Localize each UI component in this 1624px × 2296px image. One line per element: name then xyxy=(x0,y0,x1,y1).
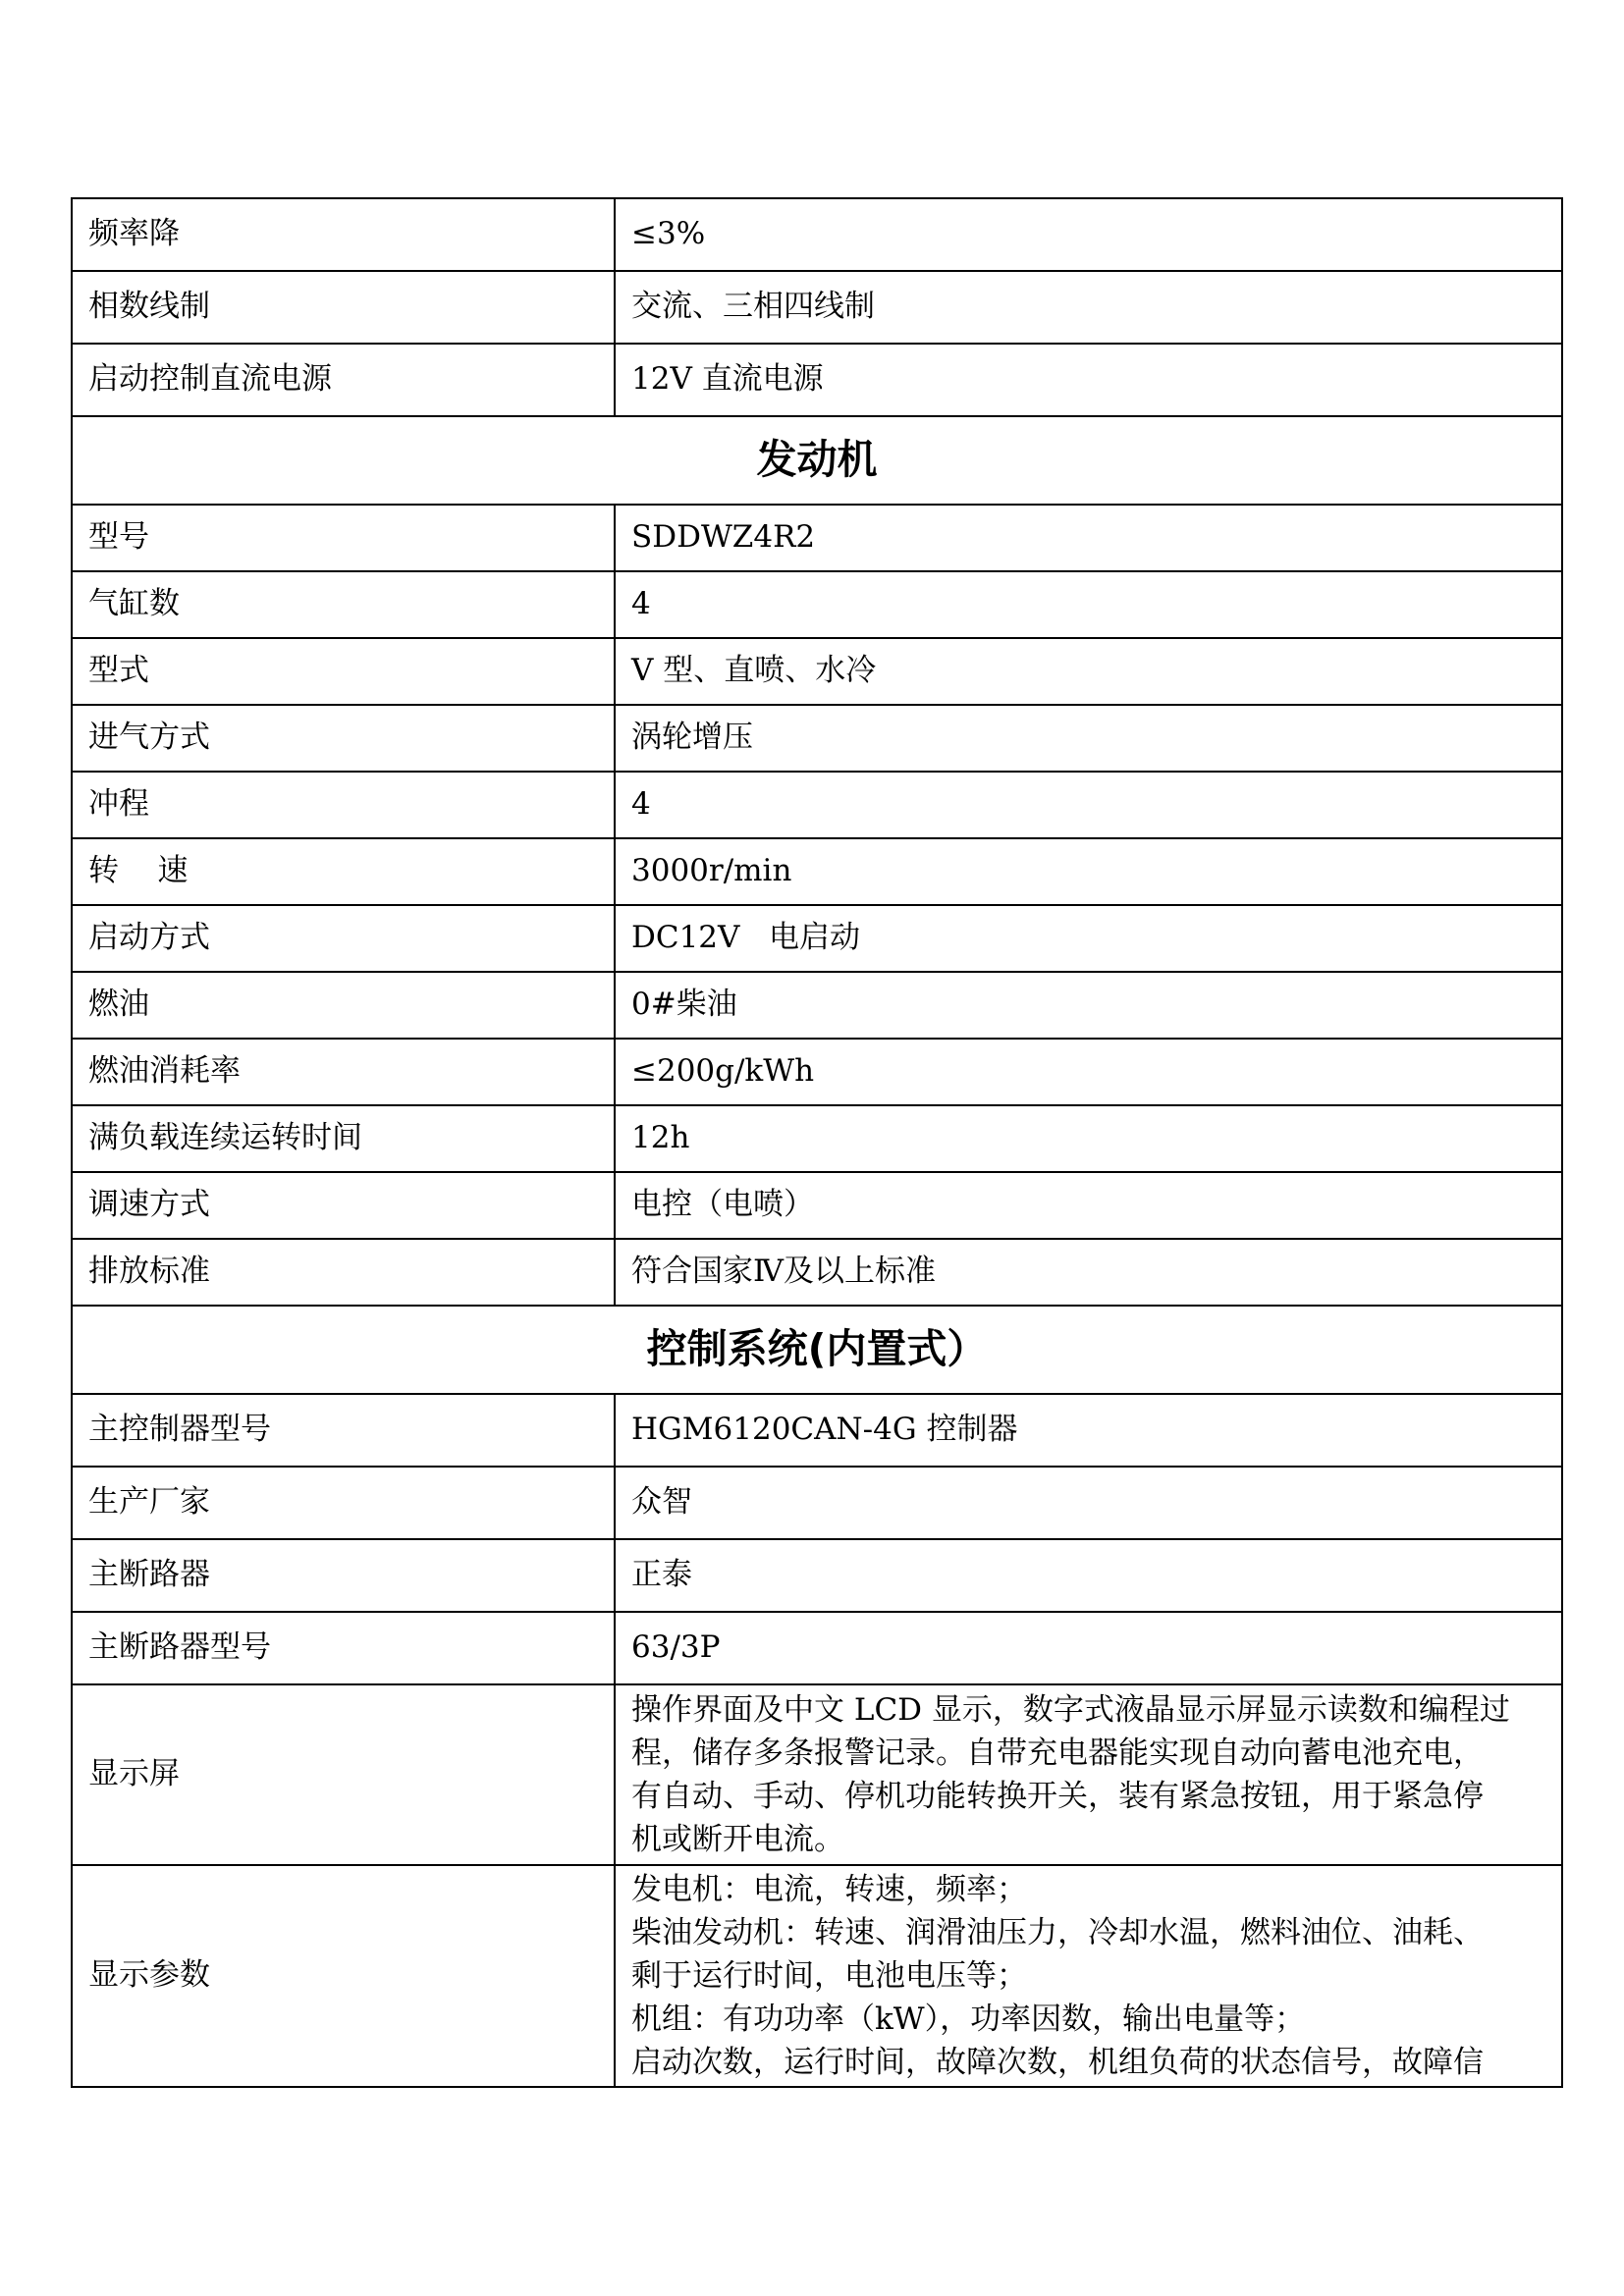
spec-row xyxy=(72,905,1562,972)
spec-row xyxy=(72,1172,1562,1239)
spec-label: 显示参数 xyxy=(72,1865,615,2087)
spec-value: 众智 xyxy=(615,1467,1562,1539)
spec-label: 转 速 xyxy=(72,838,615,905)
spec-label: 启动控制直流电源 xyxy=(72,344,615,416)
spec-label: 型号 xyxy=(72,505,615,571)
spec-value xyxy=(615,1684,1562,1865)
spec-row xyxy=(72,344,1562,416)
spec-label: 燃油 xyxy=(72,972,615,1039)
spec-value-line: 柴油发动机：转速、润滑油压力，冷却水温，燃料油位、油耗、 xyxy=(631,1915,1484,1950)
spec-value: 正泰 xyxy=(615,1539,1562,1612)
spec-row xyxy=(72,1467,1562,1539)
spec-row xyxy=(72,1394,1562,1467)
spec-value: 0#柴油 xyxy=(615,972,1562,1039)
spec-value-line: 机或断开电流。 xyxy=(631,1822,844,1857)
spec-row xyxy=(72,1539,1562,1612)
spec-row xyxy=(72,972,1562,1039)
spec-table-body xyxy=(72,198,1562,2087)
spec-label: 生产厂家 xyxy=(72,1467,615,1539)
spec-value: 交流、三相四线制 xyxy=(615,271,1562,344)
spec-row xyxy=(72,705,1562,772)
spec-row xyxy=(72,505,1562,571)
spec-value: ≤200g/kWh xyxy=(615,1039,1562,1105)
spec-value: 12h xyxy=(615,1105,1562,1172)
spec-label: 启动方式 xyxy=(72,905,615,972)
spec-row xyxy=(72,1612,1562,1684)
spec-row xyxy=(72,1105,1562,1172)
spec-label: 进气方式 xyxy=(72,705,615,772)
spec-value: 4 xyxy=(615,571,1562,638)
spec-value-line: 机组：有功功率（kW），功率因数，输出电量等； xyxy=(631,2002,1306,2037)
section-heading: 控制系统(内置式） xyxy=(72,1306,1562,1394)
spec-label: 显示屏 xyxy=(72,1684,615,1865)
section-heading: 发动机 xyxy=(72,416,1562,505)
spec-value: 63/3P xyxy=(615,1612,1562,1684)
spec-value: 电控（电喷） xyxy=(615,1172,1562,1239)
spec-row xyxy=(72,1865,1562,2087)
spec-row xyxy=(72,838,1562,905)
spec-table xyxy=(71,197,1563,2088)
spec-value-line: 操作界面及中文 LCD 显示，数字式液晶显示屏显示读数和编程过 xyxy=(631,1692,1510,1728)
spec-value: 4 xyxy=(615,772,1562,838)
spec-value: 12V 直流电源 xyxy=(615,344,1562,416)
spec-value-line: 发电机：电流，转速，频率； xyxy=(631,1872,1027,1907)
spec-value: V 型、直喷、水冷 xyxy=(615,638,1562,705)
spec-value: 3000r/min xyxy=(615,838,1562,905)
section-row xyxy=(72,416,1562,505)
spec-value-line: 启动次数，运行时间，故障次数，机组负荷的状态信号，故障信 xyxy=(631,2045,1484,2080)
spec-value: 涡轮增压 xyxy=(615,705,1562,772)
spec-value-line: 有自动、手动、停机功能转换开关，装有紧急按钮，用于紧急停 xyxy=(631,1779,1484,1814)
spec-row xyxy=(72,1239,1562,1306)
spec-label: 燃油消耗率 xyxy=(72,1039,615,1105)
spec-value: ≤3% xyxy=(615,198,1562,271)
spec-label: 主断路器 xyxy=(72,1539,615,1612)
spec-value: DC12V 电启动 xyxy=(615,905,1562,972)
spec-label: 冲程 xyxy=(72,772,615,838)
spec-label: 主断路器型号 xyxy=(72,1612,615,1684)
spec-label: 相数线制 xyxy=(72,271,615,344)
spec-value: HGM6120CAN-4G 控制器 xyxy=(615,1394,1562,1467)
spec-row xyxy=(72,271,1562,344)
section-row xyxy=(72,1306,1562,1394)
spec-label: 排放标准 xyxy=(72,1239,615,1306)
spec-row xyxy=(72,1039,1562,1105)
spec-row xyxy=(72,198,1562,271)
spec-value-line: 剩于运行时间，电池电压等； xyxy=(631,1958,1027,1994)
spec-row xyxy=(72,571,1562,638)
spec-label: 调速方式 xyxy=(72,1172,615,1239)
spec-value xyxy=(615,1865,1562,2087)
spec-label: 型式 xyxy=(72,638,615,705)
spec-row xyxy=(72,638,1562,705)
spec-value: 符合国家Ⅳ及以上标准 xyxy=(615,1239,1562,1306)
spec-label: 主控制器型号 xyxy=(72,1394,615,1467)
spec-label: 频率降 xyxy=(72,198,615,271)
spec-label: 满负载连续运转时间 xyxy=(72,1105,615,1172)
spec-label: 气缸数 xyxy=(72,571,615,638)
spec-value-line: 程，储存多条报警记录。自带充电器能实现自动向蓄电池充电， xyxy=(631,1735,1484,1771)
spec-value: SDDWZ4R2 xyxy=(615,505,1562,571)
spec-row xyxy=(72,772,1562,838)
spec-row xyxy=(72,1684,1562,1865)
